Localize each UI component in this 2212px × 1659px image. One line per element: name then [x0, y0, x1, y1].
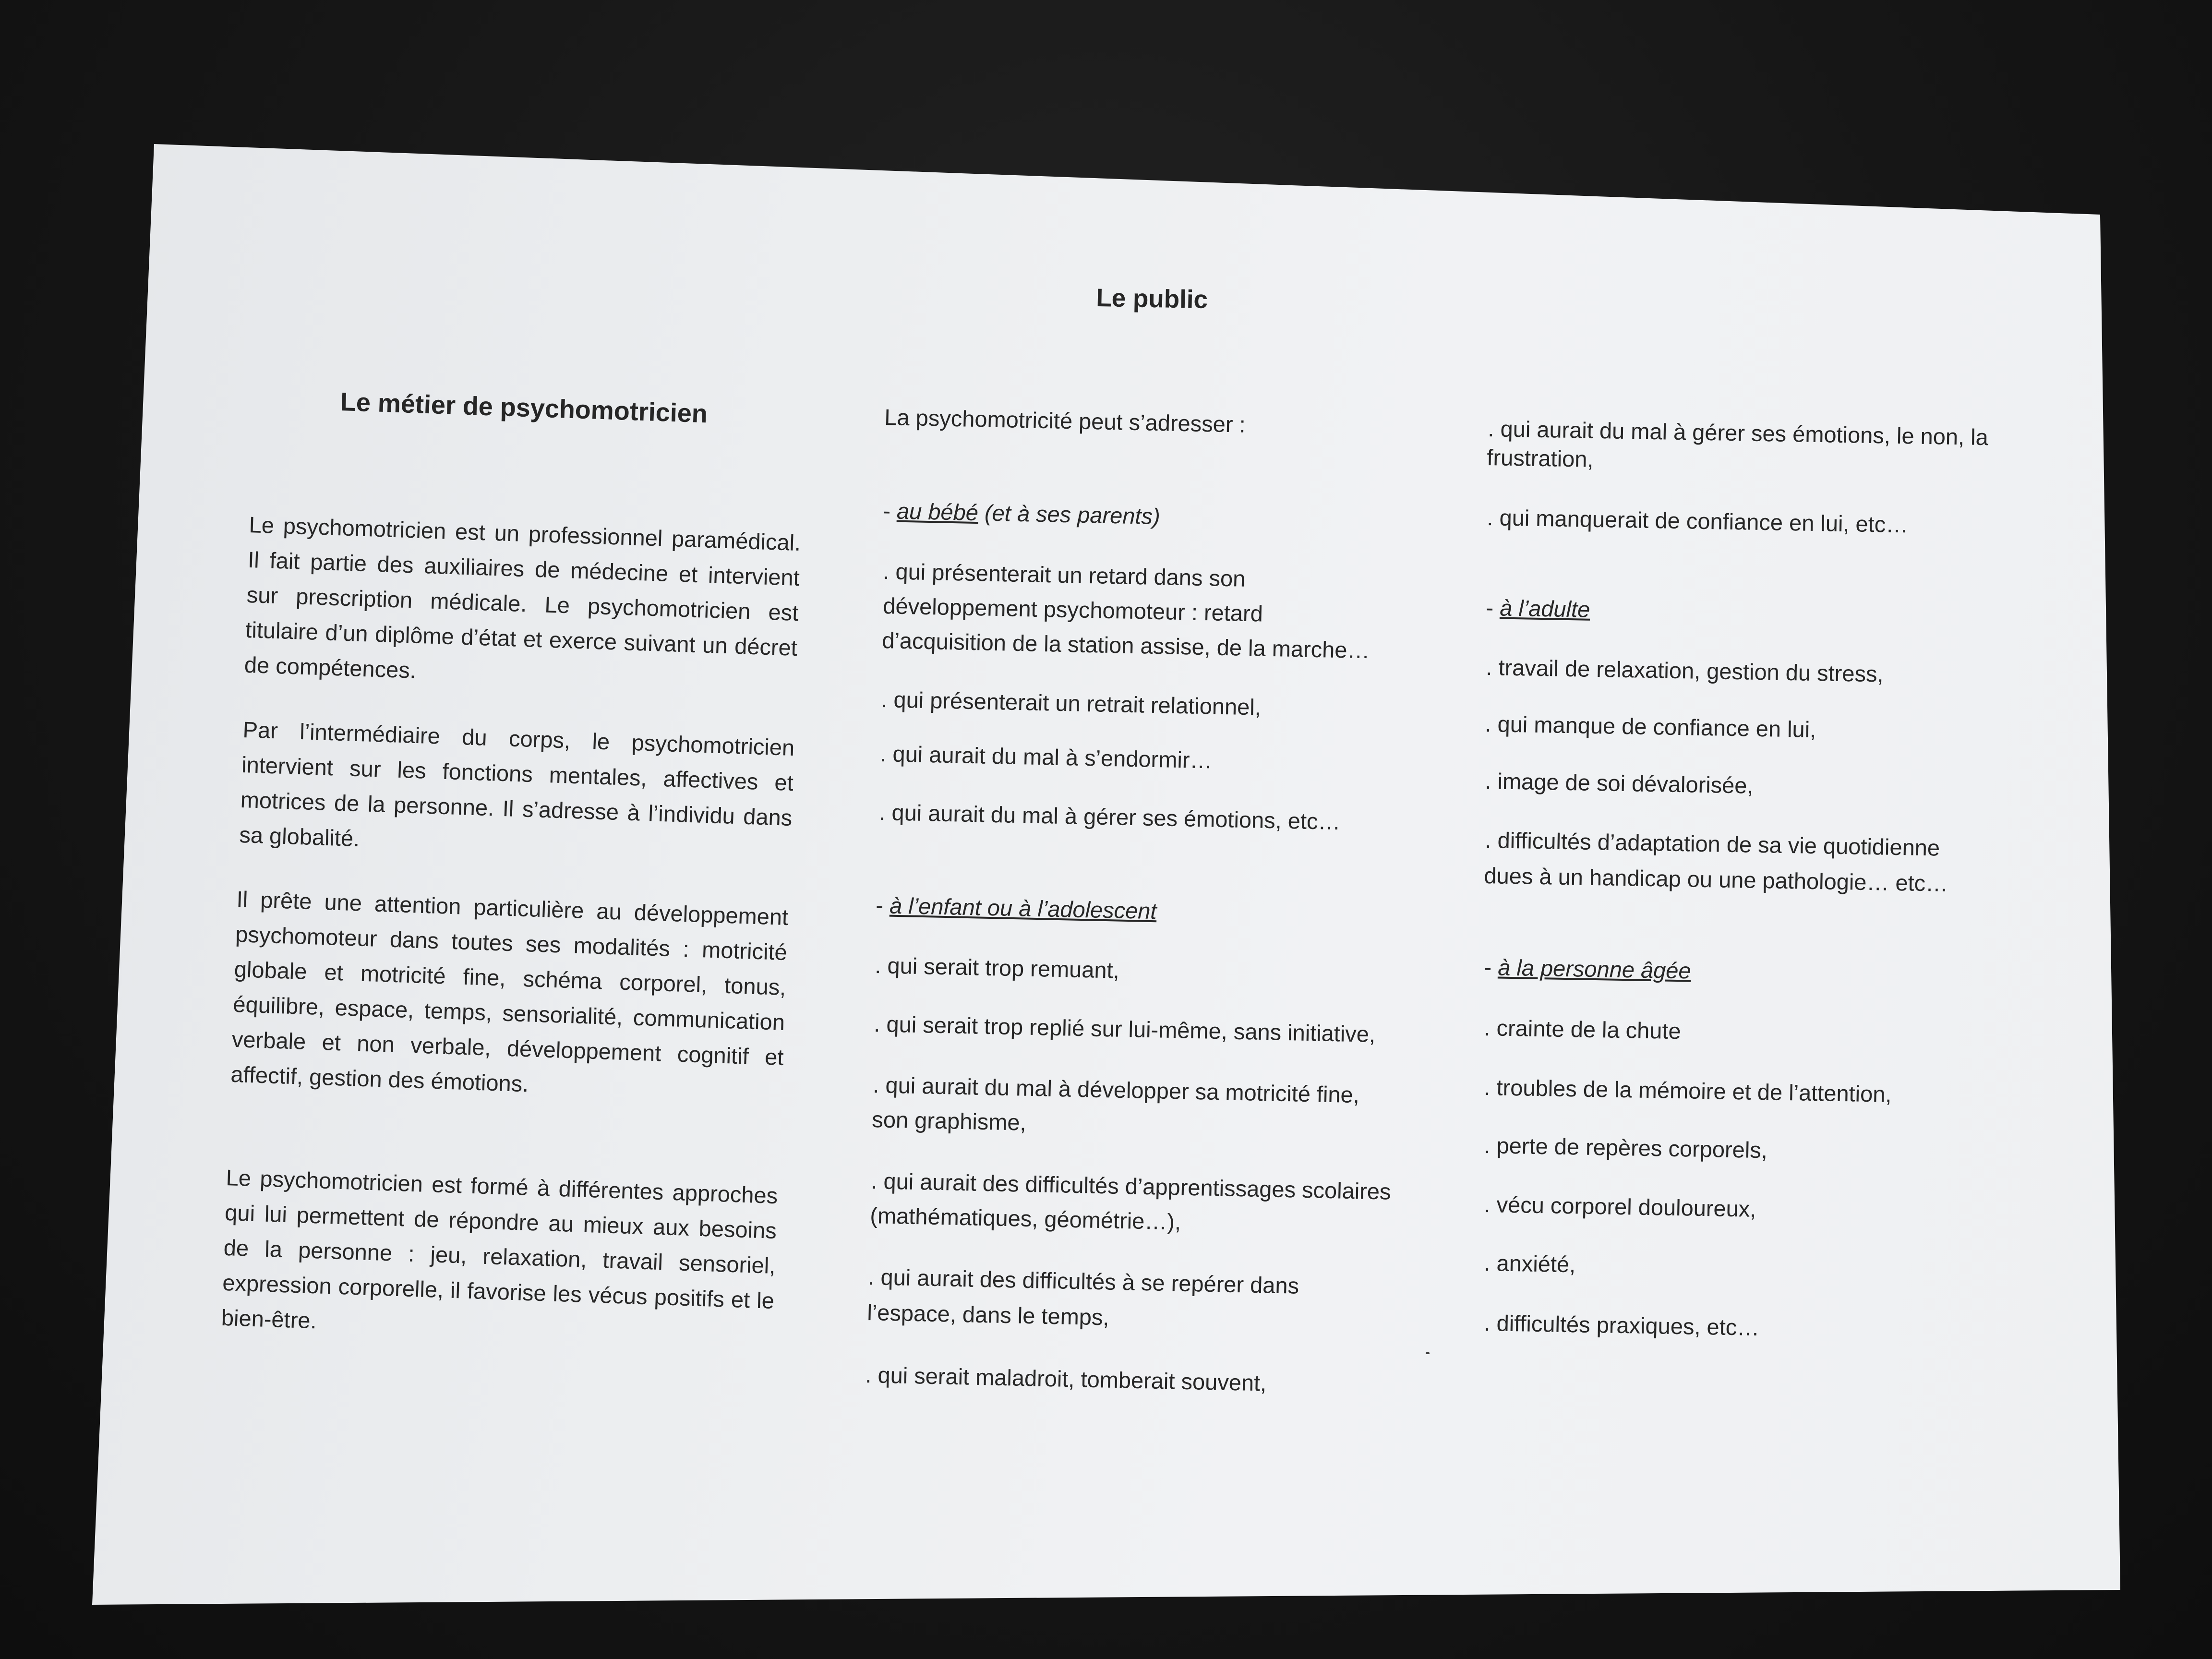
list-item: . qui serait maladroit, tomberait souvent,	[865, 1361, 1267, 1396]
list-item: frustration,	[1487, 444, 1594, 472]
section-bebe-title: au bébé	[896, 498, 979, 526]
section-agee-header	[1484, 954, 1691, 984]
ink-speck	[1426, 1352, 1430, 1354]
section-agee-title: à la personne âgée	[1497, 954, 1692, 984]
list-item: . perte de repères corporels,	[1484, 1132, 1768, 1163]
section-bebe-suffix: (et à ses parents)	[978, 500, 1161, 529]
list-item: . qui présenterait un retard dans son	[882, 558, 1246, 591]
list-item: . troubles de la mémoire et de l’attention,	[1484, 1074, 1892, 1107]
left-paragraph-2: Par l’intermédiaire du corps, le psychomotricien intervient sur les fonctions mentales, affectives et motrices de la personne. Il s’adresse à l’individu dans sa globalité.	[239, 716, 795, 852]
left-paragraph-3: Il prête une attention particulière au développement psychomoteur dans toutes ses modalités : motricité globale et motricité fine, schéma corporel, tonus, équilibre, espace, temps, sensorialité, communication verbale et non verbale, développement cognitif et affectif, gestion des émotions.	[230, 886, 789, 1097]
section-dash: -	[882, 497, 897, 524]
list-item: . qui aurait du mal à s’endormir…	[879, 740, 1213, 773]
list-item: . qui aurait des difficultés à se repérer dans	[867, 1263, 1299, 1298]
list-item: (mathématiques, géométrie…),	[869, 1202, 1181, 1235]
list-item: . qui aurait du mal à gérer ses émotions, le non, la	[1488, 415, 1989, 450]
list-item: . travail de relaxation, gestion du stress,	[1486, 654, 1884, 687]
left-column-heading: Le métier de psychomotricien	[339, 387, 708, 429]
list-item: . difficultés praxiques, etc…	[1484, 1310, 1760, 1341]
list-item: développement psychomoteur : retard	[882, 592, 1263, 626]
section-adulte-header	[1486, 594, 1590, 623]
left-paragraph-4: Le psychomotricien est formé à différentes approches qui lui permettent de répondre au mieux aux besoins de la personne : jeu, relaxation, travail sensoriel, expression corporelle, il favorise les vécus positifs et le bien-être.	[221, 1164, 779, 1334]
list-item: . qui présenterait un retrait relationnel,	[880, 686, 1262, 720]
list-item: . qui aurait du mal à développer sa motricité fine,	[872, 1071, 1360, 1108]
list-item: . qui serait trop replié sur lui-même, sans initiative,	[873, 1010, 1376, 1047]
list-item: dues à un handicap ou une pathologie… etc…	[1484, 862, 1948, 896]
list-item: . qui manquerait de confiance en lui, etc…	[1487, 504, 1909, 538]
list-item: son graphisme,	[871, 1106, 1027, 1135]
section-adulte-title: à l’adulte	[1499, 595, 1590, 622]
section-bebe-header	[883, 497, 1160, 529]
list-item: . qui manque de confiance en lui,	[1485, 710, 1816, 743]
section-dash: -	[875, 892, 890, 918]
list-item: . qui aurait des difficultés d’apprentissages scolaires	[870, 1167, 1392, 1204]
section-enfant-header	[876, 892, 1157, 924]
section-dash: -	[1486, 594, 1500, 621]
list-item: . image de soi dévalorisée,	[1485, 768, 1754, 798]
left-paragraph-1: Le psychomotricien est un professionnel paramédical. Il fait partie des auxiliaires de médecine et intervient sur prescription médicale. Le psychomotricien est titulaire d’un diplôme d’état et exerce suivant un décret de compétences.	[244, 511, 802, 683]
middle-intro: La psychomotricité peut s’adresser :	[884, 404, 1246, 437]
list-item: . difficultés d’adaptation de sa vie quotidienne	[1485, 827, 1940, 861]
list-item: . crainte de la chute	[1484, 1014, 1682, 1044]
list-item: . qui serait trop remuant,	[874, 952, 1120, 983]
section-dash: -	[1484, 954, 1498, 980]
list-item: . vécu corporel douloureux,	[1484, 1191, 1756, 1222]
list-item: d’acquisition de la station assise, de la marche…	[881, 627, 1370, 663]
list-item: . anxiété,	[1484, 1250, 1576, 1277]
section-enfant-title: à l’enfant ou à l’adolescent	[889, 892, 1157, 924]
list-item: . qui aurait du mal à gérer ses émotions, etc…	[878, 799, 1341, 835]
page-title: Le public	[1095, 283, 1208, 314]
list-item: l’espace, dans le temps,	[866, 1299, 1110, 1330]
